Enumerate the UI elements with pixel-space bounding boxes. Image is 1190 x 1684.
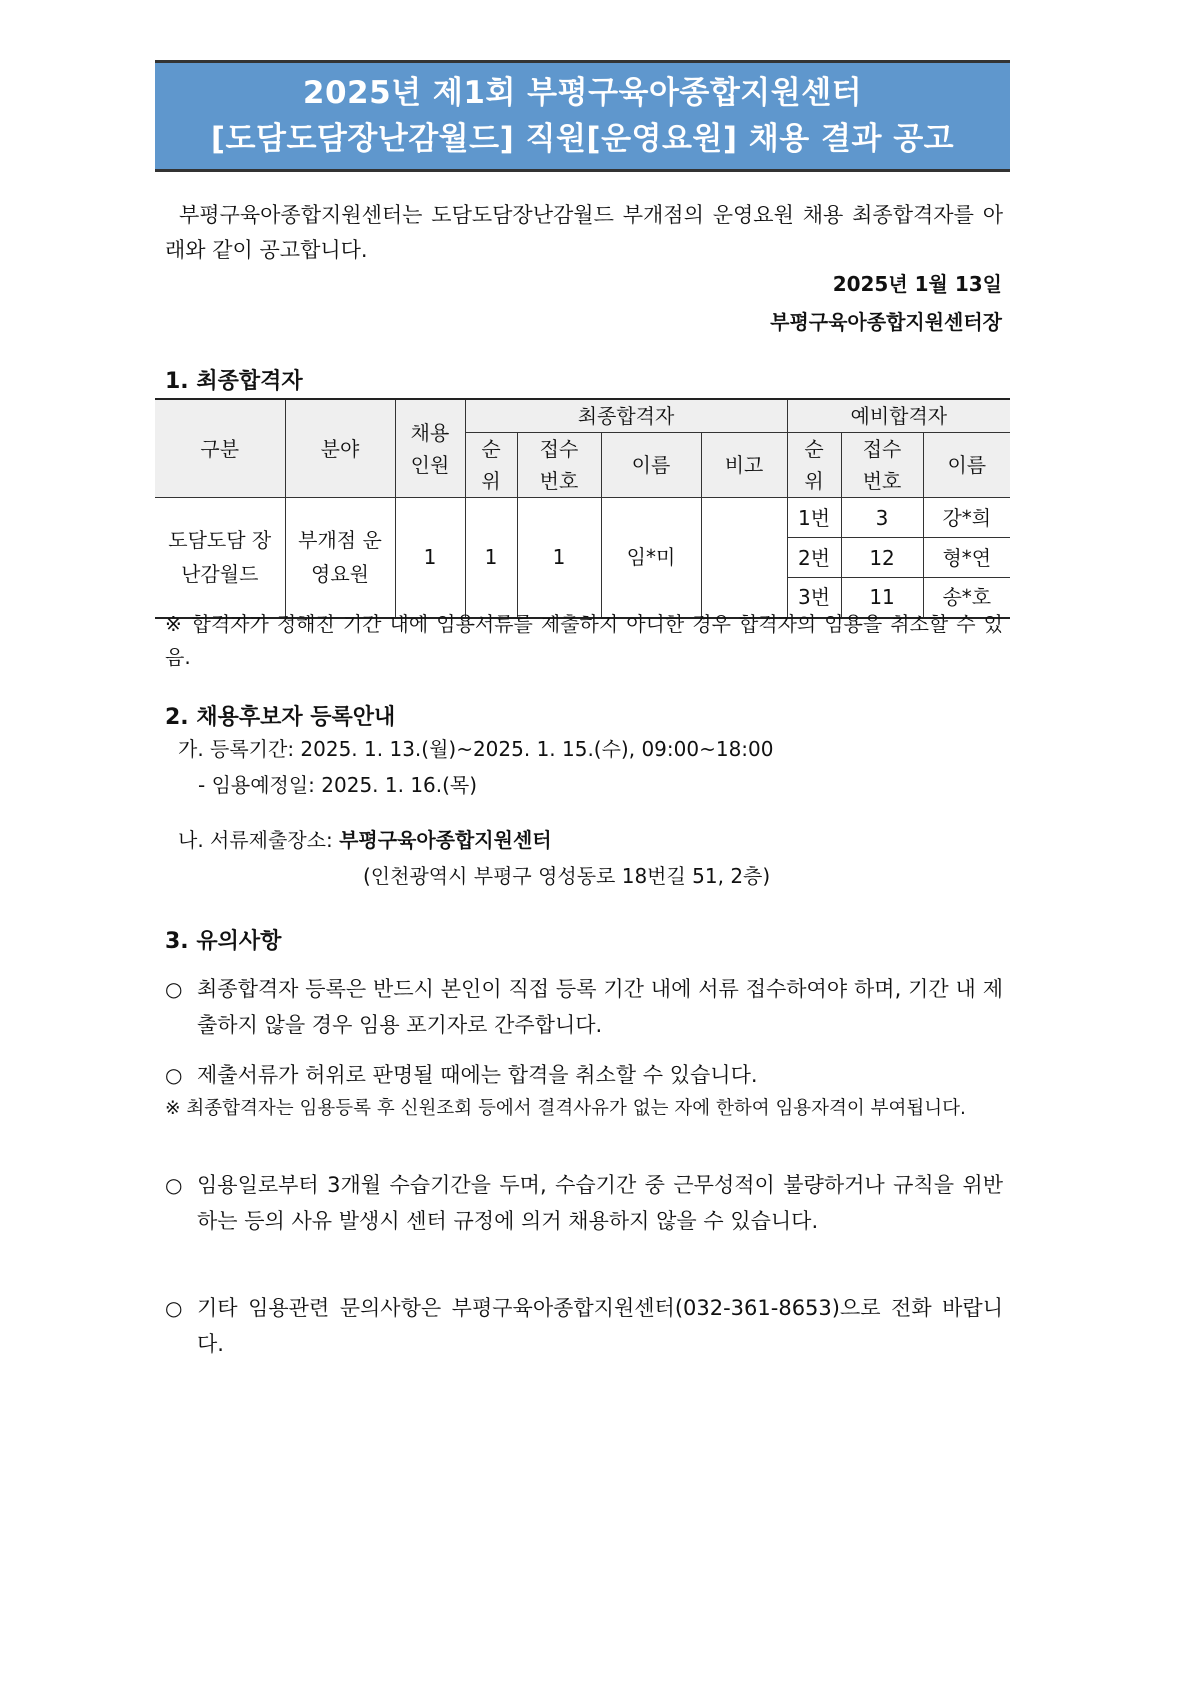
cell-final-rank: 1	[465, 498, 517, 618]
header-final-name: 이름	[601, 433, 701, 498]
header-category: 구분	[155, 399, 285, 498]
section-1-heading: 1. 최종합격자	[165, 369, 303, 394]
title-line-2: [도담도담장난감월드] 직원[운영요원] 채용 결과 공고	[210, 121, 955, 157]
reserve-rank: 3번	[787, 578, 841, 618]
header-final-receipt: 접수 번호	[517, 433, 601, 498]
submission-address: (인천광역시 부평구 영성동로 18번길 51, 2층)	[363, 864, 771, 888]
intro-text: 부평구육아종합지원센터는 도담도담장난감월드 부개점의 운영요원 채용 최종합격자를 아래와 같이 공고합니다.	[165, 203, 1003, 262]
result-table	[155, 398, 1010, 619]
notice-sub-note: ※ 최종합격자는 임용등록 후 신원조회 등에서 결격사유가 없는 자에 한하여 임용자격이 부여됩니다.	[165, 1098, 966, 1119]
appointment-date: - 임용예정일: 2025. 1. 16.(목)	[198, 773, 478, 797]
circle-bullet-icon: ○	[165, 977, 183, 1001]
table-row	[155, 498, 1010, 538]
reserve-receipt: 11	[841, 578, 923, 618]
cell-field: 부개점 운영요원	[285, 498, 395, 618]
cell-final-receipt: 1	[517, 498, 601, 618]
title-line-1: 2025년 제1회 부평구육아종합지원센터	[302, 75, 863, 111]
submission-place-name: 부평구육아종합지원센터	[339, 828, 552, 852]
submission-place	[178, 824, 552, 853]
notice-item: ○ 최종합격자 등록은 반드시 본인이 직접 등록 기간 내에 서류 접수하여야 하며, 기간 내 제출하지 않을 경우 임용 포기자로 간주합니다.	[165, 971, 1003, 1043]
circle-bullet-icon: ○	[165, 1063, 183, 1087]
header-final-rank: 순위	[465, 433, 517, 498]
header-reserve-group: 예비합격자	[787, 399, 1010, 433]
reserve-receipt: 12	[841, 538, 923, 578]
header-reserve-rank: 순위	[787, 433, 841, 498]
notice-item: ○ 기타 임용관련 문의사항은 부평구육아종합지원센터(032-361-8653)으로 전화 바랍니다.	[165, 1290, 1003, 1362]
intro-paragraph	[165, 198, 1003, 268]
header-final-group: 최종합격자	[465, 399, 787, 433]
cell-category: 도담도담 장난감월드	[155, 498, 285, 618]
header-reserve-receipt: 접수 번호	[841, 433, 923, 498]
reserve-name: 강*희	[923, 498, 1010, 538]
cell-recruit-count: 1	[395, 498, 465, 618]
cell-remarks	[701, 498, 787, 618]
submission-place-label: 나. 서류제출장소:	[178, 828, 340, 852]
reserve-name: 송*호	[923, 578, 1010, 618]
circle-bullet-icon: ○	[165, 1173, 183, 1197]
reserve-name: 형*연	[923, 538, 1010, 578]
signature: 부평구육아종합지원센터장	[770, 310, 1002, 334]
title-banner	[155, 60, 1010, 172]
header-field: 분야	[285, 399, 395, 498]
reserve-rank: 2번	[787, 538, 841, 578]
header-recruit-count: 채용 인원	[395, 399, 465, 498]
section-3-heading: 3. 유의사항	[165, 929, 282, 954]
notice-item: ○ 제출서류가 허위로 판명될 때에는 합격을 취소할 수 있습니다.	[165, 1057, 1003, 1093]
cell-final-name: 임*미	[601, 498, 701, 618]
section-2-heading: 2. 채용후보자 등록안내	[165, 705, 396, 730]
header-reserve-name: 이름	[923, 433, 1010, 498]
reserve-receipt: 3	[841, 498, 923, 538]
circle-bullet-icon: ○	[165, 1296, 183, 1320]
registration-period: 가. 등록기간: 2025. 1. 13.(월)~2025. 1. 15.(수), 09:00~18:00	[178, 737, 774, 761]
announcement-date: 2025년 1월 13일	[832, 272, 1002, 296]
notice-item: ○ 임용일로부터 3개월 수습기간을 두며, 수습기간 중 근무성적이 불량하거나 규칙을 위반하는 등의 사유 발생시 센터 규정에 의거 채용하지 않을 수 있습니다.	[165, 1167, 1003, 1239]
table-note: ※ 합격자가 정해진 기간 내에 임용서류를 제출하지 아니한 경우 합격자의 임용을 취소할 수 있음.	[165, 612, 1003, 669]
header-remarks: 비고	[701, 433, 787, 498]
reserve-rank: 1번	[787, 498, 841, 538]
